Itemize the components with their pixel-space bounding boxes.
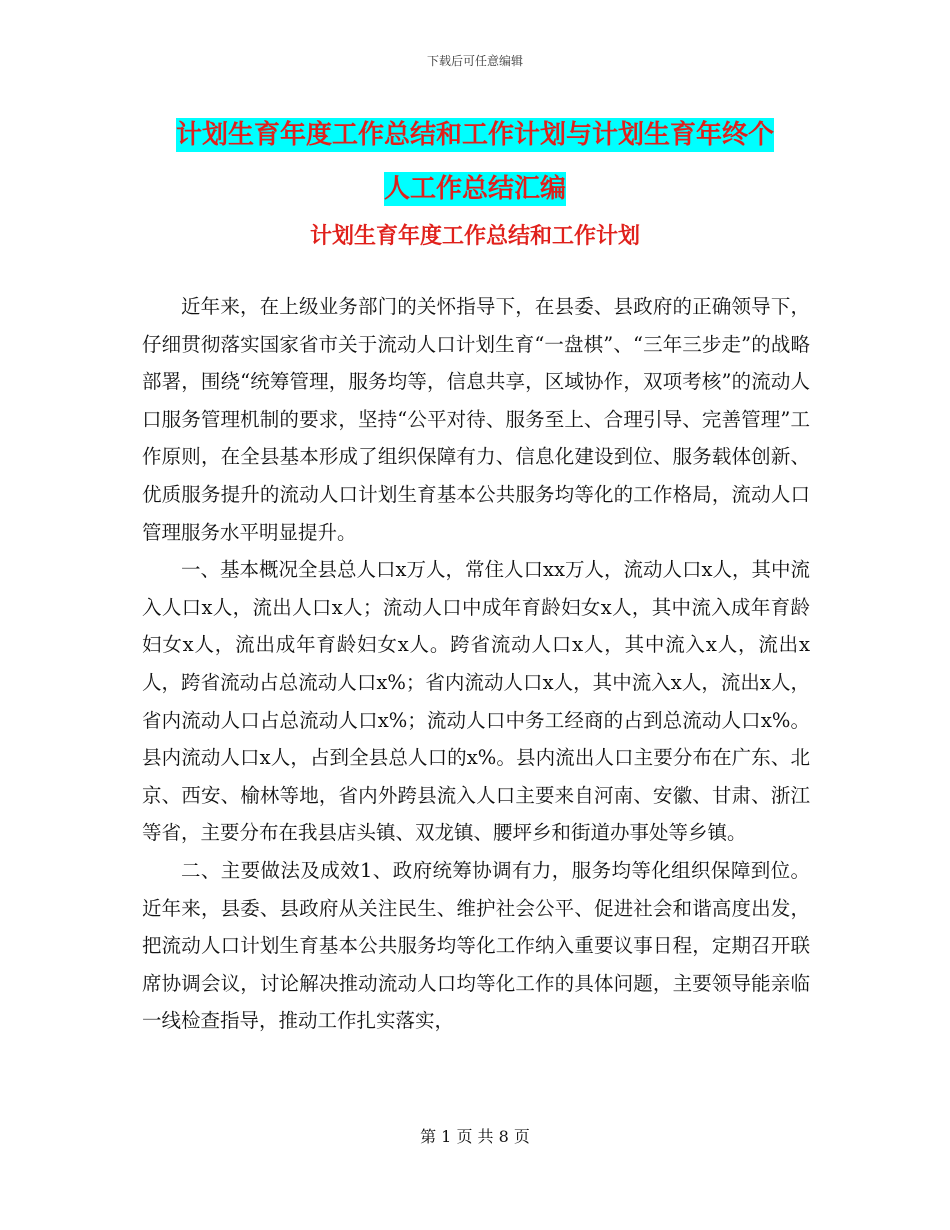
paragraph-intro: 近年来，在上级业务部门的关怀指导下，在县委、县政府的正确领导下，仔细贯彻落实国家省市关于流动人口计划生育“一盘棋”、“三年三步走”的战略部署，围绕“统筹管理，服务均等，信息共享，区域协作，双项考核”的流动人口服务管理机制的要求，坚持“公平对待、服务至上、合理引导、完善管理”工作原则，在全县基本形成了组织保障有力、信息化建设到位、服务载体创新、优质服务提升的流动人口计划生育基本公共服务均等化的工作格局，流动人口管理服务水平明显提升。 bbox=[142, 295, 810, 544]
document-title bbox=[0, 108, 950, 216]
paragraph-practices: 二、主要做法及成效1、政府统筹协调有力，服务均等化组织保障到位。近年来，县委、县政府从关注民生、维护社会公平、促进社会和谐高度出发，把流动人口计划生育基本公共服务均等化工作纳入重要议事日程，定期召开联席协调会议，讨论解决推动流动人口均等化工作的具体问题，主要领导能亲临一线检查指导，推动工作扎实落实， bbox=[142, 858, 810, 1033]
page-number: 第 1 页 共 8 页 bbox=[420, 1127, 530, 1146]
page-header-note: 下载后可任意编辑 bbox=[426, 54, 523, 68]
document-body bbox=[142, 288, 810, 1040]
document-title-line-1: 计划生育年度工作总结和工作计划与计划生育年终个 bbox=[175, 120, 774, 150]
document-title-line-2: 人工作总结汇编 bbox=[383, 174, 566, 204]
paragraph-overview: 一、基本概况全县总人口x万人，常住人口xx万人，流动人口x人，其中流入人口x人，流出人口x人；流动人口中成年育龄妇女x人，其中流入成年育龄妇女x人，流出成年育龄妇女x人。跨省流动人口x人，其中流入x人，流出x人，跨省流动占总流动人口x%；省内流动人口x人，其中流入x人，流出x人，省内流动人口占总流动人口x%；流动人口中务工经商的占到总流动人口x%。县内流动人口x人，占到全县总人口的x%。县内流出人口主要分布在广东、北京、西安、榆林等地，省内外跨县流入人口主要来自河南、安徽、甘肃、浙江等省，主要分布在我县店头镇、双龙镇、腰坪乡和街道办事处等乡镇。 bbox=[142, 558, 810, 845]
section-title: 计划生育年度工作总结和工作计划 bbox=[309, 224, 640, 249]
